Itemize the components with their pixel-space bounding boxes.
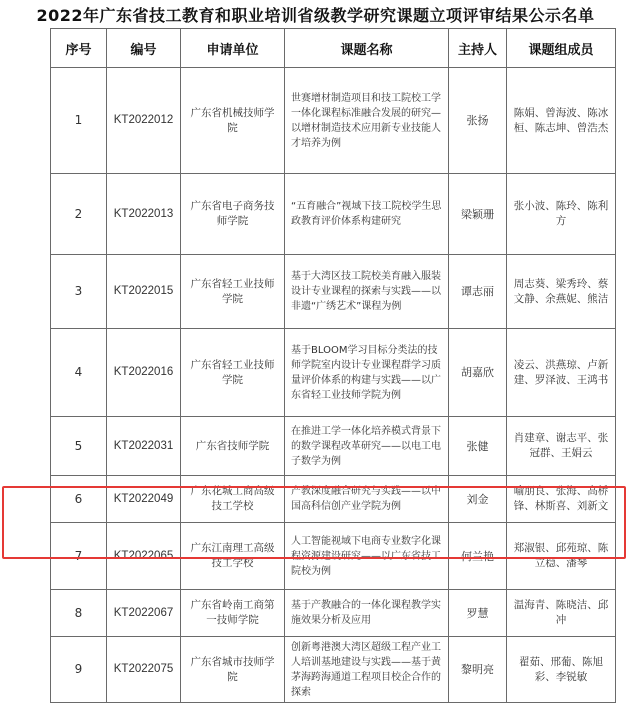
cell-topic: 创新粤港澳大湾区超级工程产业工人培训基地建设与实践——基于黄茅海跨海通道工程项目校企合作的探索 [285, 637, 449, 703]
cell-host: 胡嘉欣 [449, 329, 507, 417]
cell-code: KT2022031 [107, 417, 181, 476]
table-row [51, 476, 616, 523]
header-host: 主持人 [449, 29, 507, 68]
cell-code: KT2022016 [107, 329, 181, 417]
header-org: 申请单位 [181, 29, 285, 68]
cell-members: 喻朋良、张海、高桥锋、林斯喜、刘新文 [507, 476, 616, 523]
results-table [50, 28, 616, 703]
cell-topic: 基于BLOOM学习目标分类法的技师学院室内设计专业课程群学习质量评价体系的构建与实践——以广东省轻工业技师学院为例 [285, 329, 449, 417]
cell-code: KT2022049 [107, 476, 181, 523]
cell-index: 2 [51, 174, 107, 255]
table-row [51, 637, 616, 703]
cell-members: 陈娟、曾海波、陈冰桓、陈志坤、曾浩杰 [507, 68, 616, 174]
cell-host: 张扬 [449, 68, 507, 174]
cell-host: 黎明亮 [449, 637, 507, 703]
cell-org: 广东省轻工业技师学院 [181, 329, 285, 417]
cell-org: 广东省电子商务技师学院 [181, 174, 285, 255]
table-row-highlighted [51, 523, 616, 590]
header-topic: 课题名称 [285, 29, 449, 68]
cell-org: 广东花城工商高级技工学校 [181, 476, 285, 523]
cell-code: KT2022015 [107, 255, 181, 329]
table-row [51, 417, 616, 476]
table-row [51, 255, 616, 329]
header-index: 序号 [51, 29, 107, 68]
cell-topic: 产教深度融合研究与实践——以中国高科信创产业学院为例 [285, 476, 449, 523]
cell-host: 谭志丽 [449, 255, 507, 329]
cell-topic: 基于产教融合的一体化课程教学实施效果分析及应用 [285, 590, 449, 637]
cell-code: KT2022067 [107, 590, 181, 637]
cell-members: 张小波、陈玲、陈利方 [507, 174, 616, 255]
cell-org: 广东省岭南工商第一技师学院 [181, 590, 285, 637]
table-row [51, 329, 616, 417]
cell-index: 5 [51, 417, 107, 476]
cell-members: 肖建章、谢志平、张冠群、王娟云 [507, 417, 616, 476]
table-row [51, 68, 616, 174]
cell-org: 广东省机械技师学院 [181, 68, 285, 174]
table-row [51, 590, 616, 637]
page-title: 2022年广东省技工教育和职业培训省级教学研究课题立项评审结果公示名单 [36, 6, 595, 25]
cell-org: 广东江南理工高级技工学校 [181, 523, 285, 590]
cell-topic: “五育融合”视域下技工院校学生思政教育评价体系构建研究 [285, 174, 449, 255]
cell-index: 6 [51, 476, 107, 523]
table-row [51, 174, 616, 255]
cell-topic: 人工智能视域下电商专业数字化课程资源建设研究——以广东省技工院校为例 [285, 523, 449, 590]
cell-index: 1 [51, 68, 107, 174]
cell-index: 7 [51, 523, 107, 590]
cell-members: 翟茹、邢葡、陈旭彩、李锐敏 [507, 637, 616, 703]
cell-host: 何兰艳 [449, 523, 507, 590]
cell-members: 温海青、陈晓洁、邱冲 [507, 590, 616, 637]
header-code: 编号 [107, 29, 181, 68]
cell-members: 凌云、洪燕琼、卢新建、罗泽波、王鸿书 [507, 329, 616, 417]
header-members: 课题组成员 [507, 29, 616, 68]
header-row [51, 29, 616, 68]
cell-code: KT2022075 [107, 637, 181, 703]
cell-host: 刘金 [449, 476, 507, 523]
cell-topic: 世赛增材制造项目和技工院校工学一体化课程标准融合发展的研究—以增材制造技术应用新专业技能人才培养为例 [285, 68, 449, 174]
cell-host: 梁颖珊 [449, 174, 507, 255]
cell-index: 9 [51, 637, 107, 703]
cell-members: 郑淑银、邱苑琼、陈立稳、潘琴 [507, 523, 616, 590]
cell-index: 8 [51, 590, 107, 637]
cell-code: KT2022065 [107, 523, 181, 590]
cell-code: KT2022012 [107, 68, 181, 174]
cell-index: 4 [51, 329, 107, 417]
cell-org: 广东省轻工业技师学院 [181, 255, 285, 329]
cell-org: 广东省技师学院 [181, 417, 285, 476]
cell-topic: 在推进工学一体化培养模式背景下的数学课程改革研究——以电工电子数学为例 [285, 417, 449, 476]
cell-members: 周志葵、梁秀玲、蔡文静、余燕妮、熊洁 [507, 255, 616, 329]
cell-host: 张健 [449, 417, 507, 476]
cell-code: KT2022013 [107, 174, 181, 255]
cell-org: 广东省城市技师学院 [181, 637, 285, 703]
cell-host: 罗慧 [449, 590, 507, 637]
cell-index: 3 [51, 255, 107, 329]
cell-topic: 基于大湾区技工院校美育融入服装设计专业课程的探索与实践——以非遗“广绣艺术”课程为例 [285, 255, 449, 329]
